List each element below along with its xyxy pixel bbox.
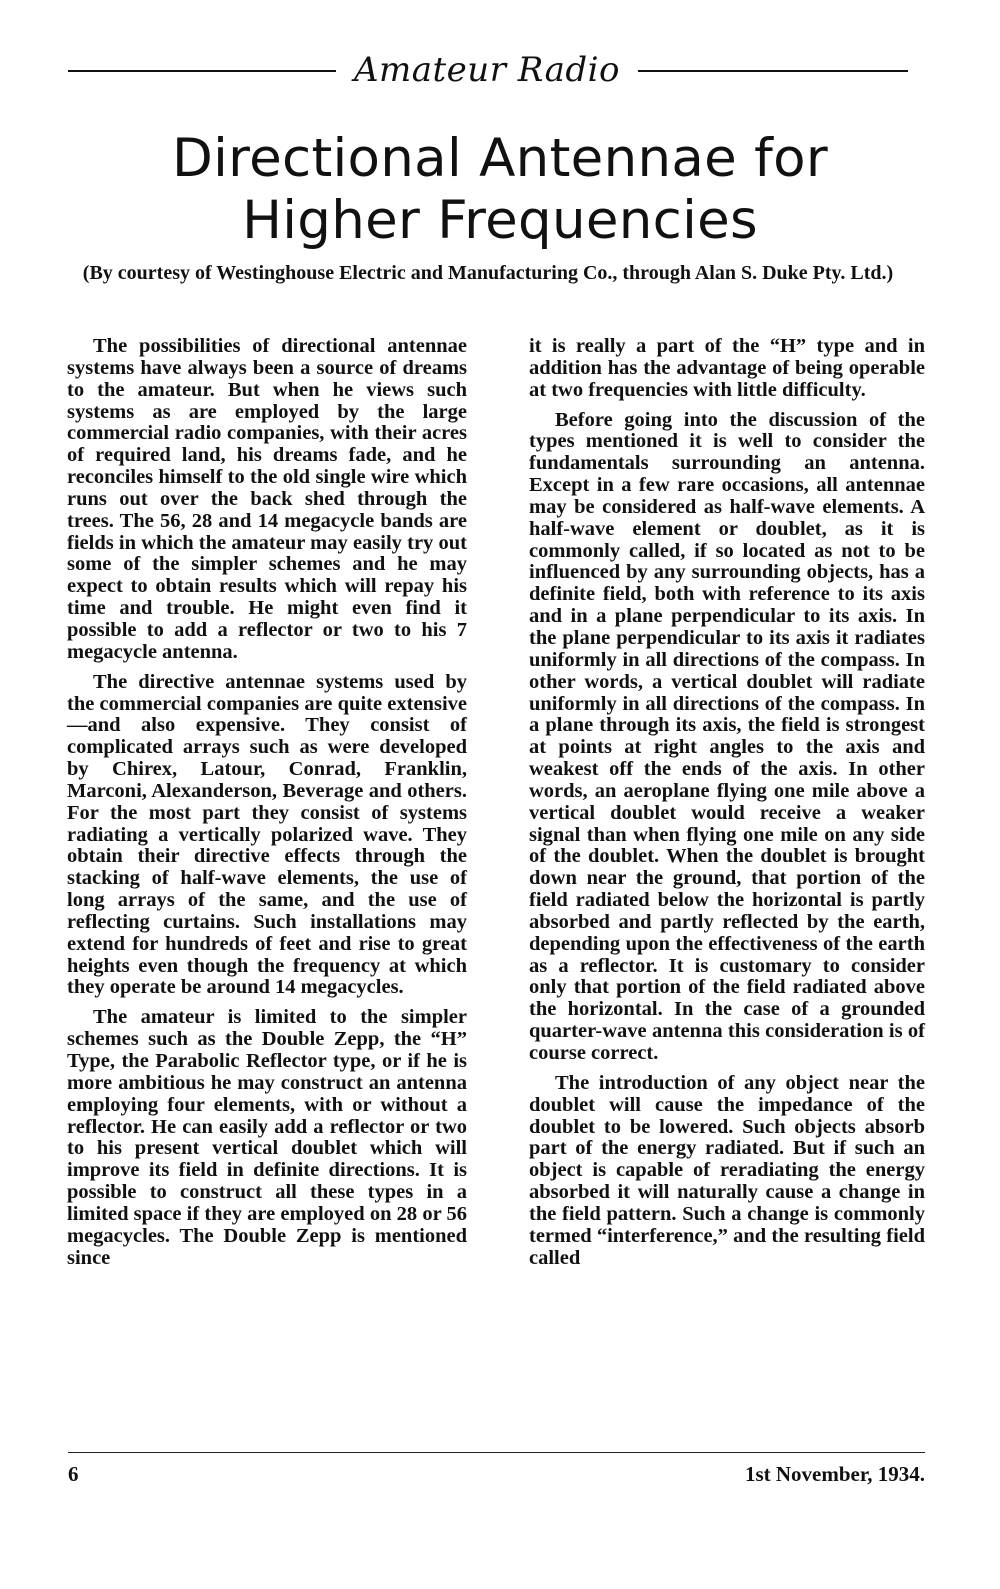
title-line-1: Directional Antennae for	[172, 128, 828, 189]
page-footer	[68, 1462, 925, 1492]
masthead-logo: Amateur Radio	[353, 50, 621, 90]
article-title	[60, 128, 940, 252]
paragraph: The directive antennae systems used by the commercial companies are quite extensive—and also expensive. They consist of complicated arrays such as were developed by Chirex, Latour, Conrad, Franklin, Marconi, Alexanderson, Beverage and others. For the most part they consist of systems radiating a vertically polarized wave. They obtain their directive effects through the stacking of half-wave elements, the use of long arrays of the same, and the use of reflecting curtains. Such installations may extend for hundreds of feet and rise to great heights even though the frequency at which they operate be around 14 megacycles.	[67, 670, 467, 999]
issue-date: 1st November, 1934.	[744, 1462, 925, 1486]
masthead-rule-right	[638, 70, 908, 72]
paragraph: it is really a part of the “H” type and in addition has the advantage of being operable at two frequencies with little difficulty.	[529, 335, 925, 401]
paragraph: The introduction of any object near the doublet will cause the impedance of the doublet to be lowered. Such objects absorb part of the energy radiated. But if such an object is capable of reradiating the energy absorbed it will naturally cause a change in the field pattern. Such a change is commonly termed “interference,” and the resulting field called	[529, 1071, 925, 1269]
right-column	[529, 336, 925, 1277]
paragraph: The possibilities of directional antennae systems have always been a source of dreams to the amateur. But when he views such systems as are employed by the large commercial radio companies, with their acres of required land, his dreams fade, and he reconciles himself to the old single wire which runs out over the back shed through the trees. The 56, 28 and 14 megacycle bands are fields in which the amateur may easily try out some of the simpler schemes and he may expect to obtain results which will repay his time and trouble. He might even find it possible to add a reflector or two to his 7 megacycle antenna.	[67, 335, 467, 663]
footer-rule	[68, 1452, 925, 1453]
article-byline: (By courtesy of Westinghouse Electric and Manufacturing Co., through Alan S. Duke Pty. Ltd.)	[82, 262, 894, 284]
page-number: 6	[68, 1462, 79, 1486]
masthead-rule-left	[68, 70, 336, 72]
title-line-2: Higher Frequencies	[242, 190, 758, 251]
masthead	[68, 46, 908, 96]
paragraph: Before going into the discussion of the types mentioned it is well to consider the fundamentals surrounding an antenna. Except in a few rare occasions, all antennae may be considered as half-wave elements. A half-wave element or doublet, as it is commonly called, if so located as not to be influenced by any surrounding objects, has a definite field, both with reference to its axis and in a plane perpendicular to its axis. In the plane perpendicular to its axis it radiates uniformly in all directions of the compass. In other words, a vertical doublet will radiate uniformly in all directions of the compass. In a plane through its axis, the field is strongest at points at right angles to the axis and weakest off the ends of the axis. In other words, an aeroplane flying one mile above a vertical doublet would receive a weaker signal than when flying one mile on any side of the doublet. When the doublet is brought down near the ground, that portion of the field radiated below the horizontal is partly absorbed and partly reflected by the earth, depending upon the effectiveness of the earth as a reflector. It is customary to consider only that portion of the field radiated above the horizontal. In the case of a grounded quarter-wave antenna this consideration is of course correct.	[529, 408, 925, 1064]
paragraph: The amateur is limited to the simpler schemes such as the Double Zepp, the “H” Type, the Parabolic Reflector type, or if he is more ambitious he may construct an antenna employing four elements, with or without a reflector. He can easily add a reflector or two to his present vertical doublet which will improve its field in definite directions. It is possible to construct all these types in a limited space if they are employed on 28 or 56 megacycles. The Double Zepp is mentioned since	[67, 1006, 467, 1269]
left-column	[67, 336, 467, 1277]
